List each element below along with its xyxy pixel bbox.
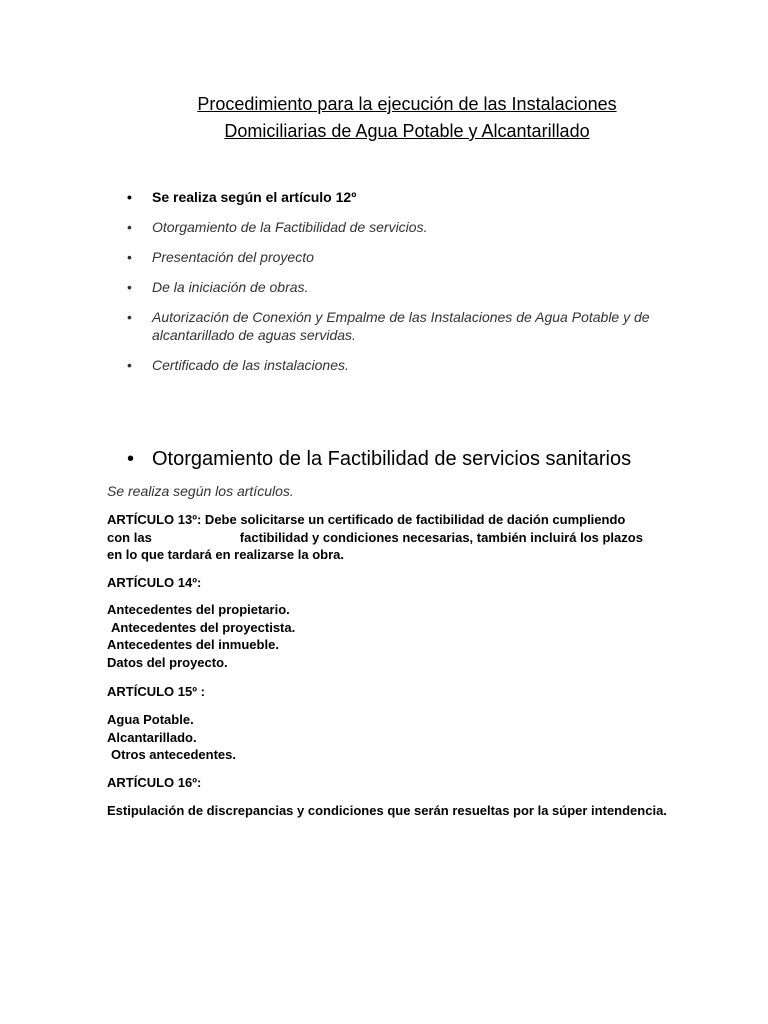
title-line-2: Domiciliarias de Agua Potable y Alcantarillado — [224, 121, 590, 141]
list-item: Alcantarillado. — [107, 729, 197, 745]
list-item-text: De la iniciación de obras. — [152, 279, 309, 295]
list-item-text: Presentación del proyecto — [152, 249, 314, 265]
article-13-label: ARTÍCULO 13º: — [107, 512, 202, 527]
article-15-list — [107, 711, 667, 764]
list-item: Datos del proyecto. — [107, 654, 228, 670]
article-13 — [107, 511, 667, 564]
section-heading-text: Otorgamiento de la Factibilidad de servicios sanitarios — [152, 448, 632, 470]
list-item-text: Autorización de Conexión y Empalme de las Instalaciones de Agua Potable y de alcantarillado de aguas servidas. — [152, 309, 650, 343]
bullet-icon: • — [127, 249, 132, 265]
section-heading — [127, 445, 631, 473]
article-16-text: Estipulación de discrepancias y condiciones que serán resueltas por la súper intendencia. — [107, 803, 667, 818]
list-item: Agua Potable. — [107, 712, 194, 727]
list-item: Antecedentes del propietario. — [107, 602, 290, 617]
article-13-line-2-end: factibilidad y condiciones necesarias, también incluirá los plazos — [239, 529, 643, 545]
bullet-icon: • — [127, 448, 135, 470]
list-item-text: Otorgamiento de la Factibilidad de servicios. — [152, 219, 428, 235]
procedure-bullet-list — [127, 188, 667, 386]
article-13-line-1: Debe solicitarse un certificado de factibilidad de dación cumpliendo — [201, 512, 626, 527]
list-item — [127, 218, 667, 236]
list-item — [127, 248, 667, 266]
article-13-line-3: en lo que tardará en realizarse la obra. — [107, 547, 344, 562]
bullet-icon: • — [127, 357, 132, 373]
section-intro: Se realiza según los artículos. — [107, 483, 294, 499]
list-item: Otros antecedentes. — [111, 747, 236, 762]
list-item: Antecedentes del inmueble. — [107, 637, 279, 652]
list-item — [127, 356, 667, 374]
article-15-label: ARTÍCULO 15º : — [107, 684, 205, 699]
bullet-icon: • — [127, 219, 132, 235]
article-14-list — [107, 601, 667, 671]
article-16-label: ARTÍCULO 16º: — [107, 775, 202, 790]
bullet-icon: • — [127, 309, 132, 325]
list-item — [127, 308, 667, 344]
bullet-icon: • — [127, 279, 132, 295]
list-item — [127, 188, 667, 206]
article-13-line-2-start: con las — [107, 529, 152, 545]
list-item-text: Certificado de las instalaciones. — [152, 357, 349, 373]
bullet-icon: • — [127, 189, 132, 205]
title-line-1: Procedimiento para la ejecución de las Instalaciones — [197, 94, 617, 114]
article-14-label: ARTÍCULO 14º: — [107, 575, 202, 590]
list-item-text: Se realiza según el artículo 12º — [152, 189, 357, 205]
list-item: Antecedentes del proyectista. — [111, 619, 296, 635]
list-item — [127, 278, 667, 296]
document-title — [0, 91, 768, 145]
